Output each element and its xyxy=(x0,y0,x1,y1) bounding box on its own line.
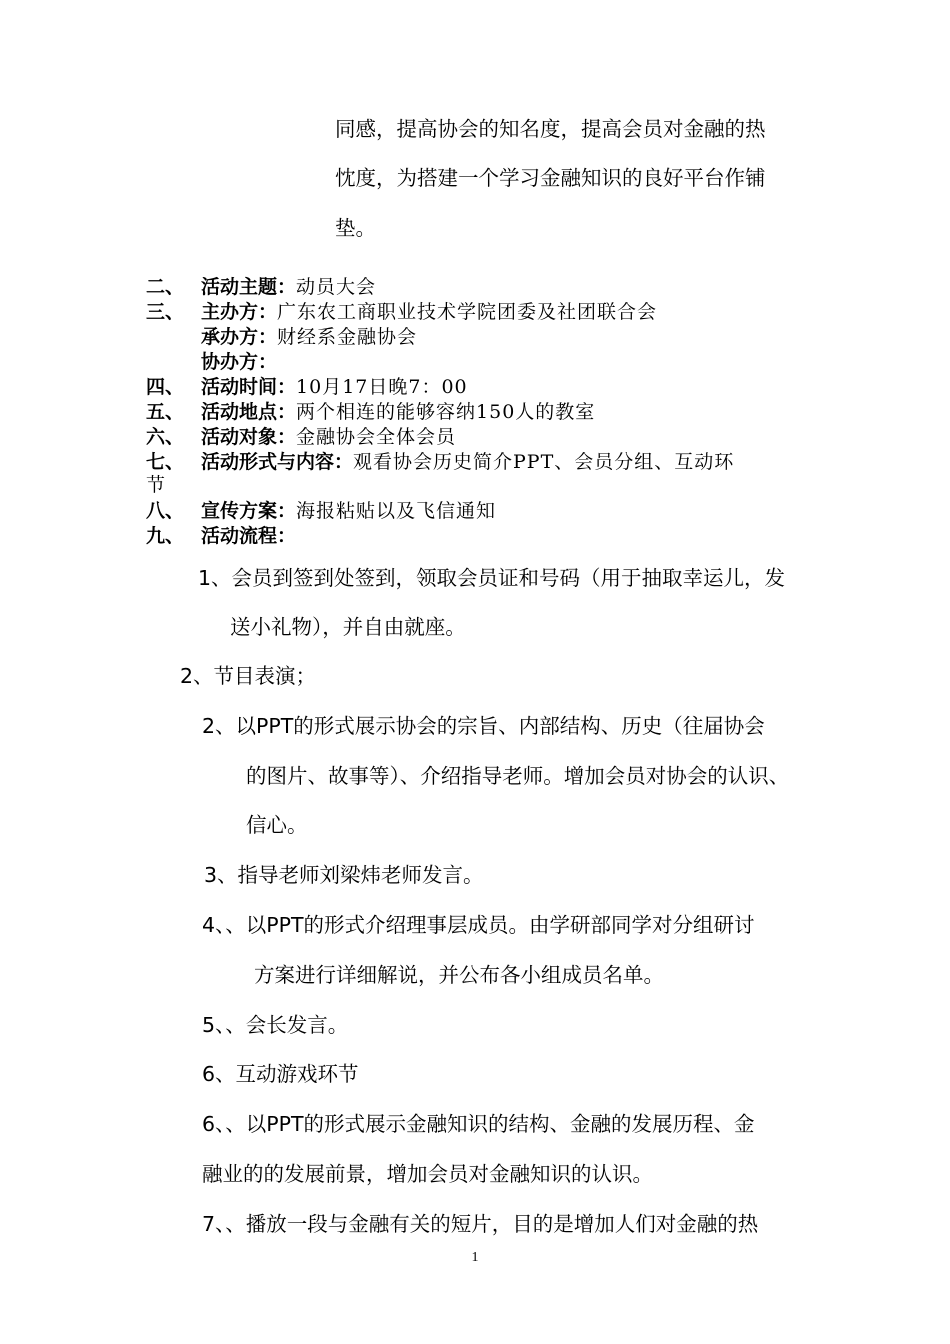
flow-line-8: 4、、以PPT的形式介绍理事层成员。由学研部同学对分组研讨 xyxy=(202,913,755,937)
flow-line-5: 的图片、故事等）、介绍指导老师。增加会员对协会的认识、 xyxy=(246,764,790,788)
item-label: 活动地点： xyxy=(201,401,297,423)
intro-line-3: 垫。 xyxy=(335,216,376,240)
flow-line-1: 1、会员到签到处签到，领取会员证和号码（用于抽取幸运儿，发 xyxy=(198,566,786,590)
item-value: 海报粘贴以及飞信通知 xyxy=(296,500,497,522)
item-number: 九、 xyxy=(146,525,185,547)
page-number: 1 xyxy=(471,1250,479,1265)
flow-line-9: 方案进行详细解说，并公布各小组成员名单。 xyxy=(254,963,664,987)
item-label: 活动时间： xyxy=(201,376,297,398)
intro-line-2: 忱度，为搭建一个学习金融知识的良好平台作铺 xyxy=(335,166,766,190)
item-label: 活动形式与内容： xyxy=(201,451,354,473)
item-label: 承办方： xyxy=(201,326,278,348)
item-label: 活动主题： xyxy=(201,276,297,298)
flow-line-14: 7、、播放一段与金融有关的短片，目的是增加人们对金融的热 xyxy=(202,1212,759,1236)
flow-line-12: 6、、以PPT的形式展示金融知识的结构、金融的发展历程、金 xyxy=(202,1112,755,1136)
item-number: 四、 xyxy=(146,376,185,398)
item-number: 八、 xyxy=(146,500,185,522)
item-number: 二、 xyxy=(146,276,185,298)
flow-line-10: 5、、会长发言。 xyxy=(202,1013,349,1037)
item-number: 三、 xyxy=(146,301,185,323)
item-value: 10月17日晚7：00 xyxy=(296,376,468,398)
item-value: 动员大会 xyxy=(296,276,377,298)
item-number: 五、 xyxy=(146,401,185,423)
flow-line-7: 3、指导老师刘梁炜老师发言。 xyxy=(204,863,484,887)
item-number: 七、 xyxy=(146,451,185,473)
item-value: 金融协会全体会员 xyxy=(296,426,457,448)
item-value: 观看协会历史简介PPT、会员分组、互动环 xyxy=(353,451,735,473)
flow-line-3: 2、节目表演； xyxy=(180,664,317,688)
item-value: 广东农工商职业技术学院团委及社团联合会 xyxy=(277,301,658,323)
flow-line-4: 2、以PPT的形式展示协会的宗旨、内部结构、历史（往届协会 xyxy=(202,714,765,738)
flow-line-6: 信心。 xyxy=(246,813,308,837)
item-label: 宣传方案： xyxy=(201,500,297,522)
flow-line-11: 6、互动游戏环节 xyxy=(202,1062,359,1086)
item-value: 两个相连的能够容纳150人的教室 xyxy=(296,401,596,423)
item-label: 主办方： xyxy=(201,301,278,323)
item-label: 活动流程： xyxy=(201,525,297,547)
flow-line-13: 融业的的发展前景，增加会员对金融知识的认识。 xyxy=(202,1162,653,1186)
item-format-wrap: 节 xyxy=(146,474,166,496)
item-label: 活动对象： xyxy=(201,426,297,448)
intro-line-1: 同感，提高协会的知名度，提高会员对金融的热 xyxy=(335,117,766,141)
item-value: 财经系金融协会 xyxy=(277,326,418,348)
item-label: 协办方： xyxy=(201,351,278,373)
item-number: 六、 xyxy=(146,426,185,448)
flow-line-2: 送小礼物），并自由就座。 xyxy=(230,615,466,639)
